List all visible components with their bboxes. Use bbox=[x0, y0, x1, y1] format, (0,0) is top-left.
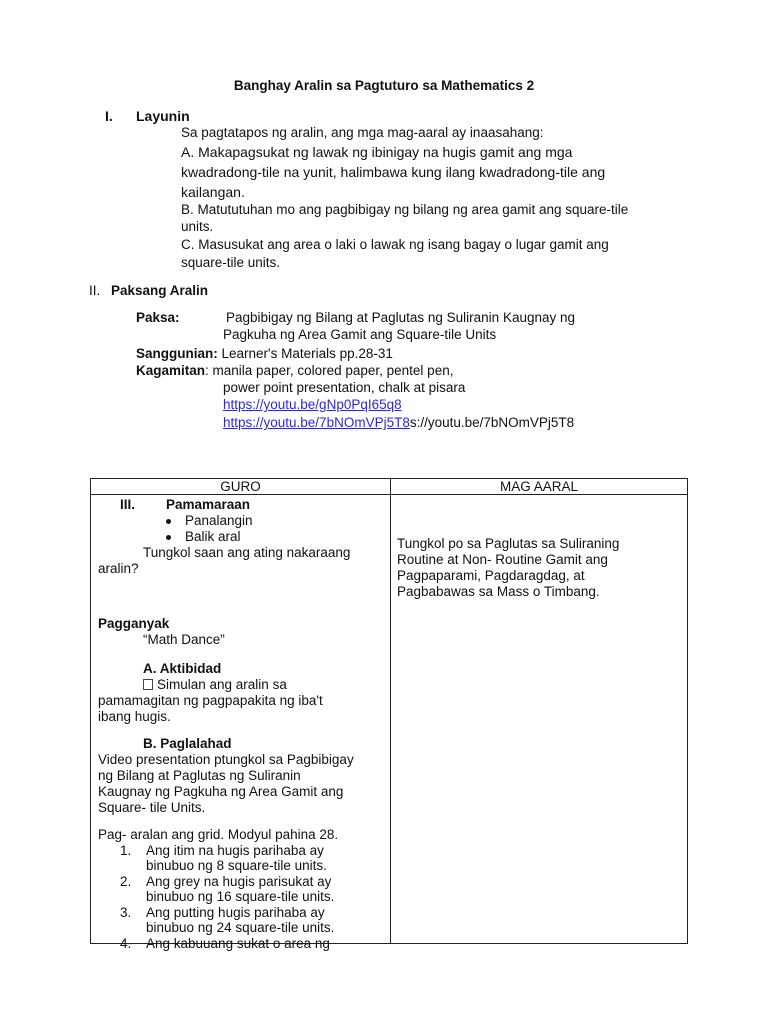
paglalahad-line-3: Kaugnay ng Pagkuha ng Area Gamit ang bbox=[98, 784, 344, 799]
list-item: Ang itim na hugis parihaba ay bbox=[146, 843, 324, 858]
bullet-icon bbox=[166, 519, 171, 524]
sanggunian-label: Sanggunian: bbox=[136, 346, 218, 361]
aktibidad-heading: A. Aktibidad bbox=[143, 661, 222, 676]
kagamitan-label: Kagamitan bbox=[136, 363, 206, 378]
objective-a-line-1: A. Makapagsukat ng lawak ng ibinigay na hugis gamit ang mga bbox=[181, 144, 573, 160]
list-item-num: 1. bbox=[120, 843, 132, 858]
objective-c-line-1: C. Masusukat ang area o laki o lawak ng isang bagay o lugar gamit ang bbox=[181, 237, 609, 252]
objective-a-line-2: kwadradong-tile na yunit, halimbawa kung ilang kwadradong-tile ang bbox=[181, 164, 606, 180]
section-3-heading: Pamamaraan bbox=[166, 497, 251, 512]
paglalahad-heading: B. Paglalahad bbox=[143, 736, 232, 751]
paksa-label: Paksa: bbox=[136, 310, 180, 325]
section-1-heading: Layunin bbox=[136, 108, 190, 124]
grid-intro: Pag- aralan ang grid. Modyul pahina 28. bbox=[98, 827, 339, 842]
sanggunian-value: Learner's Materials pp.28-31 bbox=[221, 346, 393, 361]
kagamitan-value-line-1: : manila paper, colored paper, pentel pen, bbox=[205, 363, 454, 378]
youtube-link-2-row bbox=[223, 414, 574, 432]
mag-aaral-cell bbox=[391, 495, 688, 944]
youtube-link-1[interactable] bbox=[223, 396, 402, 414]
kagamitan-value-line-2: power point presentation, chalk at pisara bbox=[223, 380, 466, 395]
youtube-link-2[interactable]: https://youtu.be/7bNOmVPj5T8 bbox=[223, 415, 410, 430]
review-question-line-1: Tungkol saan ang ating nakaraang bbox=[143, 545, 351, 560]
list-item: Panalangin bbox=[166, 513, 253, 529]
objective-b-line-1: B. Matututuhan mo ang pagbibigay ng bilang ng area gamit ang square-tile bbox=[181, 202, 629, 217]
youtube-link-1-text[interactable]: https://youtu.be/gNp0PqI65q8 bbox=[223, 397, 402, 412]
list-item: binubuo ng 16 square-tile units. bbox=[146, 889, 335, 904]
paglalahad-line-2: ng Bilang at Paglutas ng Suliranin bbox=[98, 768, 301, 783]
header-mag-aaral: MAG AARAL bbox=[391, 479, 688, 495]
pagganyak-heading: Pagganyak bbox=[98, 616, 170, 631]
review-question-line-2: aralin? bbox=[98, 561, 139, 576]
lesson-table bbox=[90, 478, 688, 951]
kagamitan-row bbox=[136, 362, 453, 380]
list-item: Ang putting hugis parihaba ay bbox=[146, 905, 325, 920]
bullet-icon bbox=[166, 535, 171, 540]
page-title: Banghay Aralin sa Pagtuturo sa Mathematics 2 bbox=[233, 78, 535, 93]
list-item: Ang kabuuang sukat o area ng bbox=[146, 936, 330, 951]
answer-line-4: Pagbabawas sa Mass o Timbang. bbox=[397, 584, 600, 599]
objective-a-line-3: kailangan. bbox=[181, 184, 245, 200]
aktibidad-line-1: Simulan ang aralin sa bbox=[143, 677, 287, 693]
list-item-num: 4. bbox=[120, 936, 132, 951]
answer-line-2: Routine at Non- Routine Gamit ang bbox=[397, 552, 608, 567]
list-item-num: 2. bbox=[120, 874, 132, 889]
guro-cell bbox=[91, 495, 391, 951]
aktibidad-line-2: pamamagitan ng pagpapakita ng iba't bbox=[98, 693, 323, 708]
section-3-numeral: III. bbox=[120, 497, 136, 512]
objective-c-line-2: square-tile units. bbox=[181, 255, 281, 270]
youtube-link-2-tail: s://youtu.be/7bNOmVPj5T8 bbox=[409, 415, 575, 430]
list-item: binubuo ng 24 square-tile units. bbox=[146, 920, 335, 935]
list-item: binubuo ng 8 square-tile units. bbox=[146, 858, 327, 873]
paglalahad-line-4: Square- tile Units. bbox=[98, 800, 206, 815]
list-item: Balik aral bbox=[166, 529, 241, 545]
answer-line-1: Tungkol po sa Paglutas sa Suliraning bbox=[397, 536, 620, 551]
section-1-numeral: I. bbox=[105, 108, 113, 124]
sanggunian-row bbox=[136, 345, 393, 363]
section-2-numeral: II. bbox=[89, 283, 101, 298]
list-item-num: 3. bbox=[120, 905, 132, 920]
table-row bbox=[91, 495, 688, 944]
checkbox-icon bbox=[143, 679, 153, 690]
paksa-line-1: Pagbibigay ng Bilang at Paglutas ng Suliranin Kaugnay ng bbox=[226, 310, 576, 325]
objective-b-line-2: units. bbox=[181, 219, 214, 234]
list-item: Ang grey na hugis parisukat ay bbox=[146, 874, 332, 889]
header-guro: GURO bbox=[91, 479, 391, 495]
paglalahad-line-1: Video presentation ptungkol sa Pagbibigay bbox=[98, 752, 354, 767]
aktibidad-line-3: ibang hugis. bbox=[98, 709, 171, 724]
answer-line-3: Pagpaparami, Pagdaragdag, at bbox=[397, 568, 585, 583]
table-header-row bbox=[91, 479, 688, 495]
objectives-intro: Sa pagtatapos ng aralin, ang mga mag-aaral ay inaasahang: bbox=[181, 125, 544, 140]
pagganyak-text: “Math Dance” bbox=[143, 632, 225, 647]
section-2-heading: Paksang Aralin bbox=[111, 283, 209, 298]
paksa-line-2: Pagkuha ng Area Gamit ang Square-tile Units bbox=[223, 327, 497, 342]
